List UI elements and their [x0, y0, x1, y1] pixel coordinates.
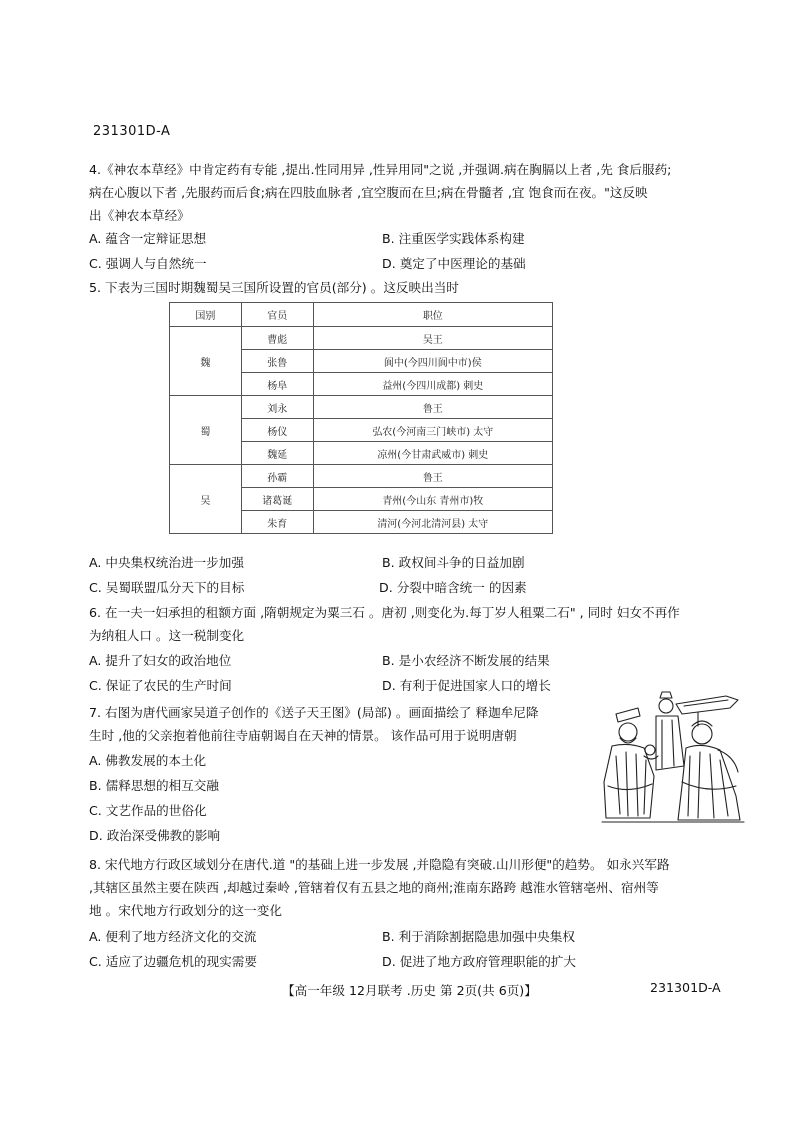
question-4-option-c: C. 强调人与自然统一 — [89, 256, 207, 271]
state-cell: 魏 — [170, 327, 242, 396]
position-cell: 青州(今山东 青州市)牧 — [313, 488, 552, 511]
question-5-option-a: A. 中央集权统治进一步加强 — [89, 555, 244, 570]
paper-code-top: 231301D-A — [93, 124, 171, 139]
official-cell: 张鲁 — [241, 350, 313, 373]
question-6-stem — [89, 601, 680, 647]
question-7-stem — [89, 701, 538, 747]
question-4-line-1: 4.《神农本草经》中肯定药有专能 ,提出.性同用异 ,性异用同"之说 ,并强调.病在胸膈以上者 ,先 食后服药; — [89, 162, 672, 177]
question-4-line-3: 出《神农本草经》 — [89, 208, 190, 223]
official-cell: 杨阜 — [241, 373, 313, 396]
question-7-option-b: B. 儒释思想的相互交融 — [89, 778, 219, 793]
question-6-option-b: B. 是小农经济不断发展的结果 — [382, 653, 550, 668]
question-5-line-1: 5. 下表为三国时期魏蜀吴三国所设置的官员(部分) 。这反映出当时 — [89, 280, 459, 295]
position-cell: 清河(今河北清河县) 太守 — [313, 511, 552, 534]
question-6-option-d: D. 有利于促进国家人口的增长 — [382, 678, 551, 693]
official-cell: 魏延 — [241, 442, 313, 465]
question-8-line-1: 8. 宋代地方行政区域划分在唐代.道 "的基础上进一步发展 ,并隐隐有突破.山川形便"的趋势。 如永兴军路 — [89, 857, 670, 872]
question-4-option-d: D. 奠定了中医理论的基础 — [382, 256, 526, 271]
position-cell: 鲁王 — [313, 396, 552, 419]
position-cell: 阆中(今四川阆中市)侯 — [313, 350, 552, 373]
question-7-option-d: D. 政治深受佛教的影响 — [89, 828, 221, 843]
table-row — [170, 327, 553, 350]
officials-table — [169, 302, 553, 534]
official-cell: 杨仪 — [241, 419, 313, 442]
official-cell: 刘永 — [241, 396, 313, 419]
table-header-cell: 国别 — [170, 303, 242, 327]
table-header-cell: 官员 — [241, 303, 313, 327]
question-8-line-3: 地 。宋代地方行政划分的这一变化 — [89, 903, 282, 918]
official-cell: 孙霸 — [241, 465, 313, 488]
question-7-option-a: A. 佛教发展的本土化 — [89, 753, 207, 768]
table-row — [170, 396, 553, 419]
question-7-line-1: 7. 右图为唐代画家吴道子创作的《送子天王图》(局部) 。画面描绘了 释迦牟尼降 — [89, 705, 539, 720]
question-6-option-c: C. 保证了农民的生产时间 — [89, 678, 232, 693]
question-8-option-a: A. 便利了地方经济文化的交流 — [89, 929, 257, 944]
position-cell: 吴王 — [313, 327, 552, 350]
position-cell: 鲁王 — [313, 465, 552, 488]
question-5-option-b: B. 政权间斗争的日益加剧 — [382, 555, 525, 570]
question-8-line-2: ,其辖区虽然主要在陕西 ,却越过秦岭 ,管辖着仅有五县之地的商州;淮南东路跨 越淮水管辖亳州、宿州等 — [89, 880, 659, 895]
paper-code-footer: 231301D-A — [650, 980, 721, 995]
question-5-option-c: C. 吴蜀联盟瓜分天下的目标 — [89, 580, 245, 595]
table-row — [170, 465, 553, 488]
question-8-stem — [89, 853, 670, 922]
painting-illustration — [598, 686, 748, 831]
question-6-line-1: 6. 在一夫一妇承担的租额方面 ,隋朝规定为粟三石 。唐初 ,则变化为.每丁岁人租粟二石" , 同时 妇女不再作 — [89, 605, 680, 620]
state-cell: 吴 — [170, 465, 242, 534]
question-5-option-d: D. 分裂中暗含统一 的因素 — [379, 580, 527, 595]
question-4-stem — [89, 158, 671, 227]
question-5-stem — [89, 276, 459, 299]
question-4-option-b: B. 注重医学实践体系构建 — [382, 231, 525, 246]
state-cell: 蜀 — [170, 396, 242, 465]
official-cell: 曹彪 — [241, 327, 313, 350]
position-cell: 凉州(今甘肃武威市) 刺史 — [313, 442, 552, 465]
position-cell: 弘农(今河南三门峡市) 太守 — [313, 419, 552, 442]
question-7-line-2: 生时 ,他的父亲抱着他前往寺庙朝谒自在天神的情景。 该作品可用于说明唐朝 — [89, 728, 517, 743]
table-header-cell: 职位 — [313, 303, 552, 327]
question-6-line-2: 为纳租人口 。这一税制变化 — [89, 628, 245, 643]
question-8-option-d: D. 促进了地方政府管理职能的扩大 — [382, 954, 577, 969]
official-cell: 诸葛诞 — [241, 488, 313, 511]
question-8-option-b: B. 利于消除割据隐患加强中央集权 — [382, 929, 575, 944]
question-6-option-a: A. 提升了妇女的政治地位 — [89, 653, 232, 668]
question-4-line-2: 病在心腹以下者 ,先服药而后食;病在四肢血脉者 ,宜空腹而在旦;病在骨髓者 ,宜 饱食而在夜。"这反映 — [89, 185, 648, 200]
position-cell: 益州(今四川成都) 刺史 — [313, 373, 552, 396]
page-footer: 【高一年级 12月联考 .历史 第 2页(共 6页)】 — [282, 983, 537, 998]
official-cell: 朱育 — [241, 511, 313, 534]
question-8-option-c: C. 适应了边疆危机的现实需要 — [89, 954, 257, 969]
question-4-option-a: A. 蕴含一定辩证思想 — [89, 231, 207, 246]
table-header-row — [170, 303, 553, 327]
question-7-option-c: C. 文艺作品的世俗化 — [89, 803, 207, 818]
